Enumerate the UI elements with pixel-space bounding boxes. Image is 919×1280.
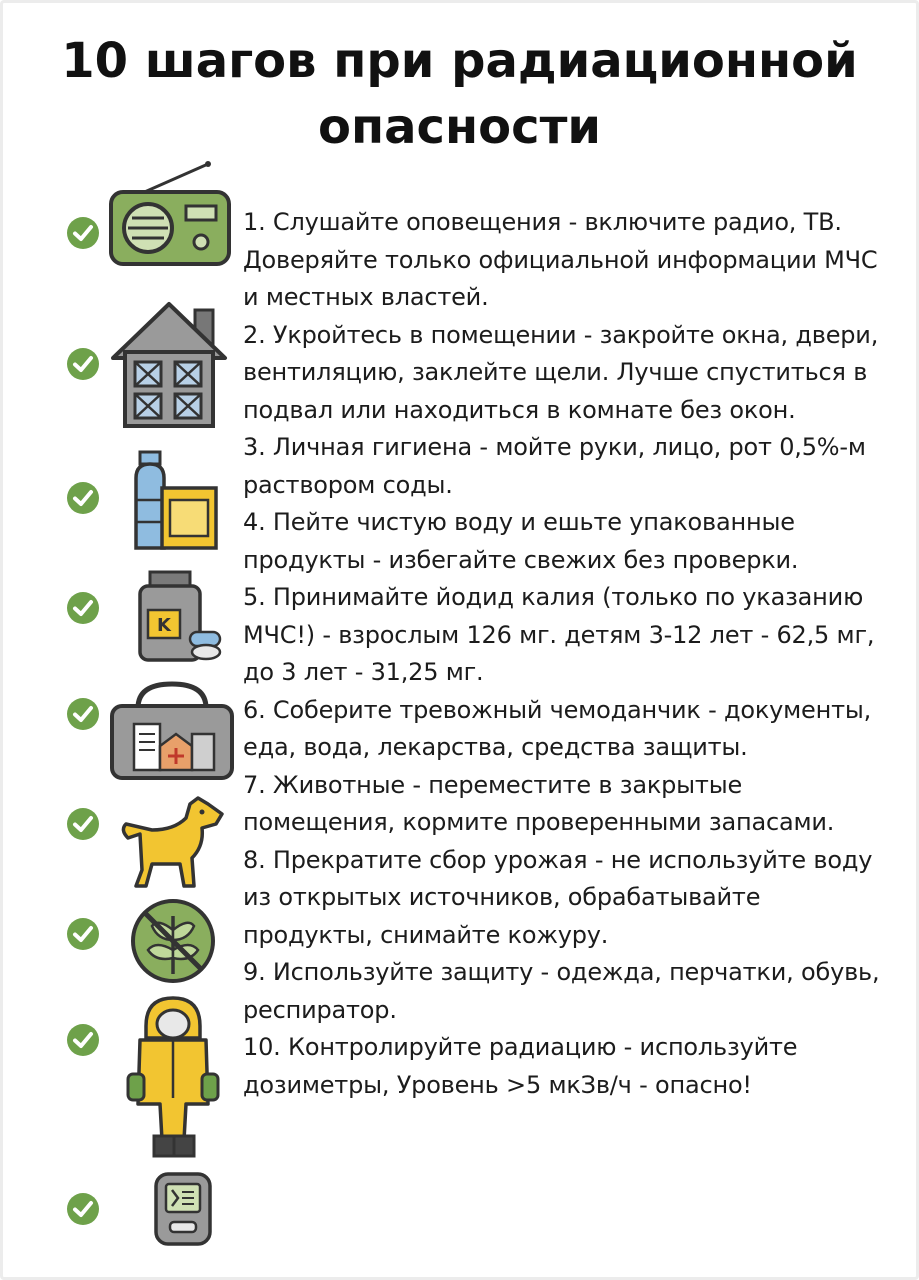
steps-list — [243, 204, 893, 1104]
house-icon — [107, 296, 231, 430]
page-title-line-1: 10 шагов при радиационной — [61, 33, 858, 89]
page-title — [0, 28, 919, 160]
pill-label-text: K — [157, 615, 171, 636]
dog-icon — [118, 794, 226, 890]
no-plants-icon — [128, 896, 218, 986]
check-icon — [66, 697, 100, 731]
step-2-text: 2. Укройтесь в помещении - закройте окна, двери, вентиляцию, заклейте щели. Лучше спуститься в подвал или находиться в комнате без окон. — [243, 320, 879, 424]
emergency-suitcase-icon — [108, 678, 236, 782]
check-icon — [66, 216, 100, 250]
step-8-text: 8. Прекратите сбор урожая - не используйте воду из открытых источников, обрабатывайте продукты, снимайте кожуру. — [243, 845, 873, 949]
step-9-text: 9. Используйте защиту - одежда, перчатки, обувь, респиратор. — [243, 958, 880, 1024]
check-icon — [66, 1192, 100, 1226]
check-icon — [66, 807, 100, 841]
radio-icon — [108, 158, 234, 270]
check-icon — [66, 917, 100, 951]
step-1-text: 1. Слушайте оповещения - включите радио, ТВ. Доверяйте только официальной информации МЧС и местных властей. — [243, 208, 878, 311]
step-10-text: 10. Контролируйте радиацию - используйте дозиметры, Уровень >5 мкЗв/ч - опасно! — [243, 1033, 798, 1099]
water-bottle-icon — [126, 448, 220, 552]
check-icon — [66, 1023, 100, 1057]
step-7-text: 7. Животные - переместите в закрытые помещения, кормите проверенными запасами. — [243, 770, 835, 836]
check-icon — [66, 481, 100, 515]
step-6-text: 6. Соберите тревожный чемоданчик - документы, еда, вода, лекарства, средства защиты. — [243, 695, 872, 761]
dosimeter-icon — [152, 1170, 214, 1248]
page-title-line-2: опасности — [317, 99, 602, 155]
step-5-text: 5. Принимайте йодид калия (только по указанию МЧС!) - взрослым 126 мг. детям 3-12 лет - 62,5 мг, до 3 лет - 31,25 мг. — [243, 583, 875, 686]
step-4-text: 4. Пейте чистую воду и ешьте упакованные продукты - избегайте свежих без проверки. — [243, 508, 799, 574]
check-icon — [66, 347, 100, 381]
pill-bottle-icon — [134, 568, 228, 662]
check-icon — [66, 591, 100, 625]
step-3-text: 3. Личная гигиена - мойте руки, лицо, рот 0,5%-м раствором соды. — [243, 433, 866, 499]
hazmat-suit-icon — [124, 994, 222, 1160]
